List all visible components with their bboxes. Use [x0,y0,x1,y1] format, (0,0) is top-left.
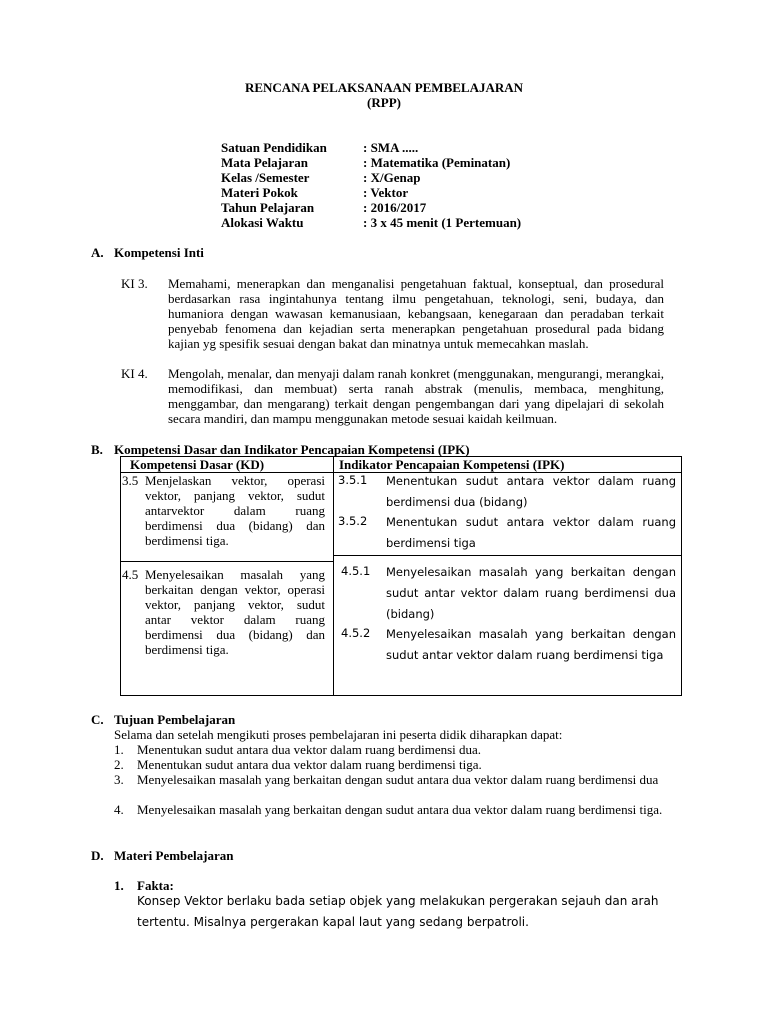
ipk-text: Menyelesaikan masalah yang berkaitan dengan sudut antar vektor dalam ruang berdimensi dua (bidang) [386,565,676,621]
table-header-ipk: Indikator Pencapaian Kompetensi (IPK) [339,457,565,472]
fakta-text: Konsep Vektor berlaku bada setiap objek yang melakukan pergerakan sejauh dan arah tertentu. Misalnya pergerakan kapal laut yang sedang berpatroli. [137,894,659,929]
info-value: : 3 x 45 menit (1 Pertemuan) [363,215,522,230]
table-column-divider [333,457,334,695]
ipk-text: Menentukan sudut antara vektor dalam ruang berdimensi tiga [386,515,676,550]
ipk-number: 4.5.1 [341,564,371,578]
section-c-title: Tujuan Pembelajaran [114,712,236,727]
ipk-text: Menyelesaikan masalah yang berkaitan dengan sudut antar vektor dalam ruang berdimensi tiga [386,627,676,662]
page-title: RENCANA PELAKSANAAN PEMBELAJARAN [244,80,524,95]
info-row-tahun [221,200,641,215]
info-value: : X/Genap [363,170,421,185]
tujuan-text: Menyelesaikan masalah yang berkaitan dengan sudut antara dua vektor dalam ruang berdimensi dua [137,772,659,787]
kd-number: 4.5 [122,567,139,582]
info-row-mapel [221,155,641,170]
info-label: Materi Pokok [221,185,298,200]
section-b-title: Kompetensi Dasar dan Indikator Pencapaian Kompetensi (IPK) [114,442,470,457]
info-row-alokasi [221,215,641,230]
section-d-letter: D. [91,848,104,863]
table-header-kd: Kompetensi Dasar (KD) [130,457,265,472]
ki4-number: KI 4. [121,366,148,381]
section-c-letter: C. [91,712,104,727]
tujuan-number: 3. [114,772,124,787]
ipk-number: 3.5.1 [338,473,368,487]
info-value: : Vektor [363,185,409,200]
info-value: : 2016/2017 [363,200,427,215]
kd-number: 3.5 [122,473,139,488]
fakta-number: 1. [114,878,124,893]
info-label: Satuan Pendidikan [221,140,327,155]
ipk-number: 4.5.2 [341,626,371,640]
tujuan-text: Menentukan sudut antara dua vektor dalam ruang berdimensi tiga. [137,757,482,772]
tujuan-number: 1. [114,742,124,757]
ipk-text: Menentukan sudut antara vektor dalam ruang berdimensi dua (bidang) [386,474,676,509]
info-label: Mata Pelajaran [221,155,309,170]
info-label: Kelas /Semester [221,170,310,185]
info-label: Tahun Pelajaran [221,200,315,215]
tujuan-number: 2. [114,757,124,772]
tujuan-number: 4. [114,802,124,817]
kd-text: Menyelesaikan masalah yang berkaitan dengan vektor, operasi vektor, panjang vektor, sudut antar vektor dalam ruang berdimensi dua (bidang) dan berdimensi tiga. [145,567,325,657]
section-a-letter: A. [91,245,104,260]
section-c-intro: Selama dan setelah mengikuti proses pembelajaran ini peserta didik diharapkan dapat: [114,727,563,742]
table-row-divider-left [121,561,333,562]
ipk-number: 3.5.2 [338,514,368,528]
info-row-materi [221,185,641,200]
tujuan-text: Menentukan sudut antara dua vektor dalam ruang berdimensi dua. [137,742,482,757]
section-b-letter: B. [91,442,103,457]
info-row-kelas [221,170,641,185]
table-row-divider-right [334,555,681,556]
info-value: : Matematika (Peminatan) [363,155,511,170]
kd-ipk-table [120,456,682,696]
ki4-text: Mengolah, menalar, dan menyaji dalam ranah konkret (menggunakan, mengurangi, merangkai, memodifikasi, dan membuat) serta ranah abstrak (menulis, membaca, menghitung, menggambar, dan mengarang) terkait dengan pengembangan dari yang dipelajari di sekolah secara mandiri, dan mampu menggunakan metode sesuai kaidah keilmuan. [168,366,664,426]
info-row-satuan [221,140,641,155]
section-d-title: Materi Pembelajaran [114,848,234,863]
fakta-title: Fakta: [137,878,174,893]
page-subtitle: (RPP) [367,95,401,110]
ki3-number: KI 3. [121,276,148,291]
tujuan-text: Menyelesaikan masalah yang berkaitan dengan sudut antara dua vektor dalam ruang berdimensi tiga. [137,802,663,817]
kd-text: Menjelaskan vektor, operasi vektor, panjang vektor, sudut antarvektor dalam ruang berdimensi dua (bidang) dan berdimensi tiga. [145,473,325,548]
info-value: : SMA ..... [363,140,419,155]
section-a-title: Kompetensi Inti [114,245,204,260]
ki3-text: Memahami, menerapkan dan menganalisi pengetahuan faktual, konseptual, dan prosedural berdasarkan rasa ingintahunya tentang ilmu pengetahuan, teknologi, seni, budaya, dan humaniora dengan wawasan kemanusiaan, kebangsaan, kenegaraan dan peradaban terkait penyebab fenomena dan kejadian serta menerapkan pengetahuan prosedural pada bidang kajian yg spesifik sesuai dengan bakat dan minatnya untuk memecahkan maslah. [168,276,664,351]
info-label: Alokasi Waktu [221,215,304,230]
